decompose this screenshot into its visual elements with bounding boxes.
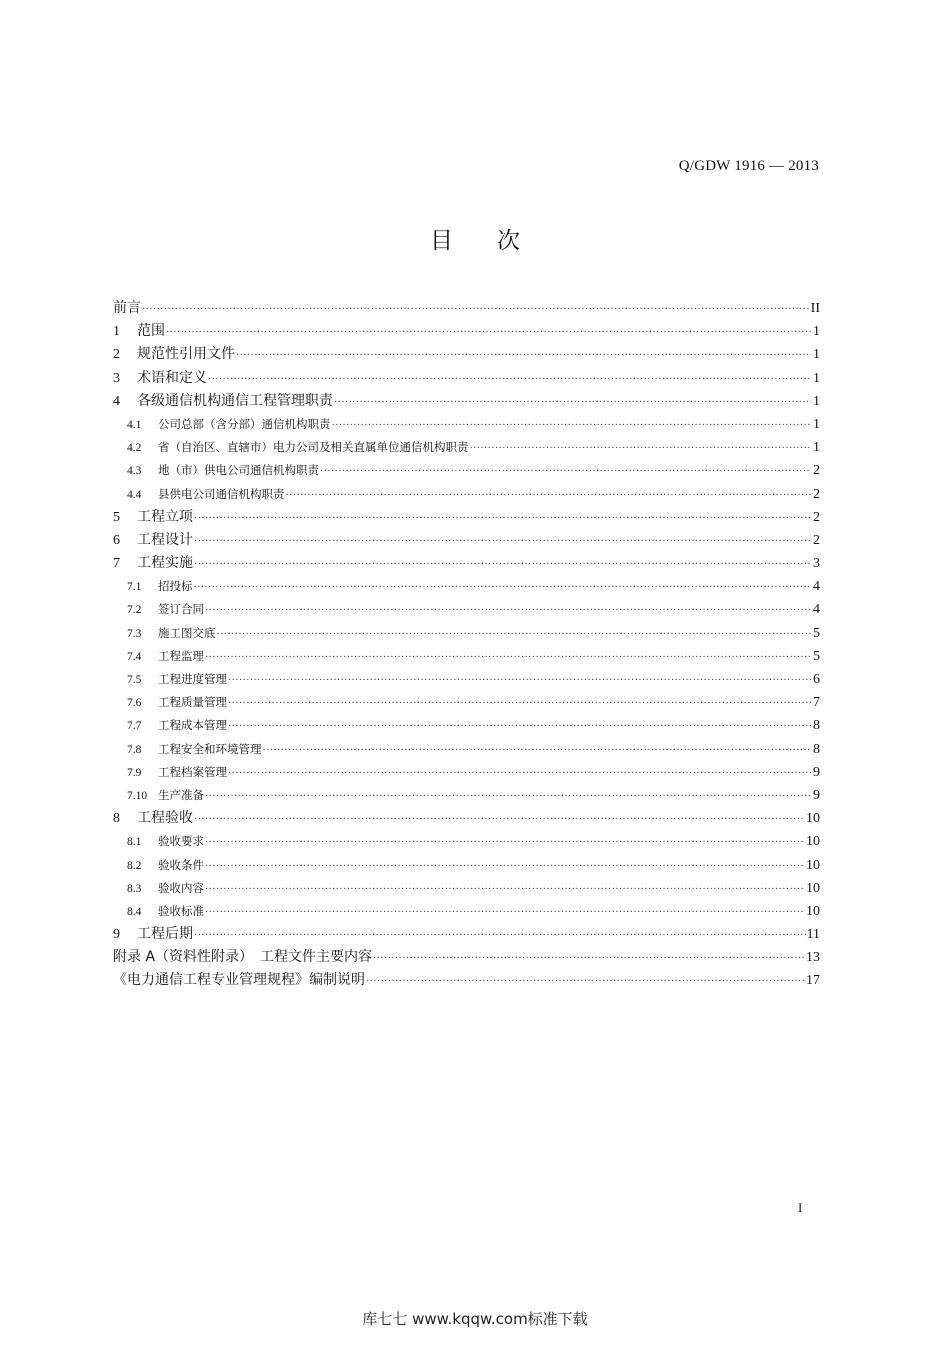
toc-leader-dots	[205, 855, 805, 878]
toc-entry-label: 术语和定义	[137, 369, 207, 386]
toc-entry-label: 工程监理	[158, 648, 204, 663]
toc-leader-dots	[228, 692, 811, 715]
toc-entry-label: 工程进度管理	[158, 672, 227, 686]
toc-entry[interactable]	[113, 691, 820, 714]
table-of-contents	[113, 297, 820, 993]
toc-leader-dots	[194, 924, 806, 947]
toc-entry-label: 验收要求	[158, 834, 204, 849]
toc-entry-number: 8.2	[127, 859, 142, 872]
toc-entry-label: 工程立项	[137, 508, 193, 525]
toc-entry-page: 8	[813, 741, 820, 757]
toc-leader-dots	[194, 808, 805, 831]
toc-entry-number: 3	[113, 370, 120, 386]
toc-entry-number: 4	[113, 393, 120, 409]
toc-entry-number: 8	[113, 811, 120, 827]
toc-entry[interactable]	[113, 784, 820, 807]
toc-entry[interactable]	[113, 622, 820, 645]
toc-entry[interactable]	[113, 552, 820, 575]
toc-entry-number: 7.7	[127, 720, 142, 733]
toc-entry-label: 公司总部（含分部）通信机构职责	[158, 416, 331, 431]
toc-leader-dots	[320, 460, 811, 483]
toc-entry-page: 7	[813, 695, 820, 711]
toc-entry[interactable]	[113, 830, 820, 853]
toc-leader-dots	[228, 762, 811, 785]
toc-entry[interactable]	[113, 738, 820, 761]
toc-leader-dots	[366, 970, 805, 993]
toc-entry-label: 工程验收	[137, 810, 193, 827]
toc-leader-dots	[205, 599, 811, 622]
toc-entry-number: 7.1	[127, 581, 142, 594]
toc-entry[interactable]	[113, 436, 820, 459]
toc-entry-page: 1	[813, 393, 820, 409]
toc-entry[interactable]	[113, 459, 820, 482]
toc-entry-page: 10	[806, 811, 820, 827]
toc-entry-number: 8.3	[127, 882, 142, 895]
toc-leader-dots	[166, 321, 811, 344]
toc-entry[interactable]	[113, 668, 820, 691]
toc-leader-dots	[228, 715, 811, 738]
toc-entry-label: 工程后期	[137, 926, 193, 943]
toc-entry-page: 8	[813, 718, 820, 734]
toc-entry-page: 10	[806, 903, 820, 919]
toc-entry-label: 工程设计	[137, 531, 193, 548]
toc-entry-label: 工程质量管理	[158, 695, 227, 710]
toc-entry[interactable]	[113, 483, 820, 506]
toc-entry-number: 4.2	[127, 442, 142, 455]
toc-entry-number: 7.8	[127, 743, 142, 756]
toc-entry-page: 1	[813, 347, 820, 363]
toc-entry-page: 5	[813, 625, 820, 641]
toc-entry-number: 6	[113, 532, 120, 548]
toc-entry-page: 1	[813, 370, 820, 386]
toc-entry-label: 验收条件	[158, 857, 204, 872]
toc-entry-label: 各级通信机构通信工程管理职责	[137, 392, 333, 409]
toc-entry-number: 9	[113, 927, 120, 943]
toc-entry[interactable]	[113, 969, 820, 992]
toc-leader-dots	[236, 344, 811, 367]
toc-entry-label: 前言	[113, 300, 141, 316]
toc-entry[interactable]	[113, 807, 820, 830]
toc-entry-label: 范围	[137, 323, 165, 340]
toc-entry-label: 工程实施	[137, 555, 193, 572]
toc-entry[interactable]	[113, 714, 820, 737]
toc-entry-page: 3	[813, 556, 820, 572]
toc-entry[interactable]	[113, 390, 820, 413]
toc-entry[interactable]	[113, 297, 820, 320]
toc-entry-number: 8.4	[127, 905, 142, 918]
toc-entry-number: 7.5	[127, 674, 142, 686]
toc-leader-dots	[286, 484, 812, 507]
toc-entry-page: 4	[813, 579, 820, 595]
page-number: I	[798, 1200, 803, 1215]
toc-entry-page: 4	[813, 602, 820, 618]
toc-entry[interactable]	[113, 575, 820, 598]
toc-entry[interactable]	[113, 367, 820, 390]
toc-entry-label: 《电力通信工程专业管理规程》编制说明	[113, 972, 365, 989]
toc-entry[interactable]	[113, 343, 820, 366]
toc-entry[interactable]	[113, 529, 820, 552]
toc-entry-page: 9	[813, 764, 820, 780]
toc-leader-dots	[194, 553, 811, 576]
toc-entry-label: 工程成本管理	[158, 718, 227, 733]
toc-leader-dots	[194, 507, 811, 530]
toc-entry[interactable]	[113, 506, 820, 529]
toc-entry-page: 10	[806, 880, 820, 896]
toc-leader-dots	[332, 414, 812, 437]
footer-watermark: 库七七 www.kqqw.com标准下载	[362, 1310, 588, 1328]
toc-leader-dots	[194, 576, 812, 599]
toc-entry-label: 省（自治区、直辖市）电力公司及相关直属单位通信机构职责	[158, 440, 469, 455]
toc-leader-dots	[205, 785, 811, 808]
toc-leader-dots	[205, 878, 805, 901]
toc-entry-page: 2	[813, 486, 820, 502]
toc-entry-label: 附录 A（资料性附录） 工程文件主要内容	[113, 949, 373, 966]
toc-title	[0, 222, 950, 255]
toc-entry-number: 7.10	[127, 789, 148, 802]
toc-leader-dots	[217, 623, 812, 646]
toc-leader-dots	[373, 947, 805, 970]
toc-leader-dots	[194, 530, 811, 553]
toc-entry-number: 7.6	[127, 697, 142, 710]
toc-entry-page: 5	[813, 648, 820, 664]
toc-entry-label: 验收标准	[158, 903, 204, 918]
toc-entry-label: 生产准备	[158, 787, 204, 802]
toc-entry[interactable]	[113, 923, 820, 946]
toc-entry[interactable]	[113, 946, 820, 969]
toc-leader-dots	[142, 298, 810, 321]
toc-title-char-2: 次	[497, 228, 520, 254]
toc-entry-page: 13	[806, 950, 820, 966]
toc-entry-page: 9	[813, 787, 820, 803]
toc-entry[interactable]	[113, 320, 820, 343]
toc-entry-page: 1	[813, 324, 820, 340]
toc-leader-dots	[470, 437, 812, 460]
toc-entry-page: 2	[813, 509, 820, 525]
toc-entry-number: 4.3	[127, 465, 142, 478]
toc-entry-label: 县供电公司通信机构职责	[158, 486, 285, 501]
toc-entry-label: 验收内容	[158, 880, 204, 895]
toc-entry-label: 施工图交底	[158, 625, 216, 640]
toc-leader-dots	[228, 669, 811, 692]
toc-entry-number: 2	[113, 347, 120, 363]
toc-entry[interactable]	[113, 900, 820, 923]
toc-entry-page: 6	[813, 672, 820, 687]
toc-entry-page: 10	[806, 834, 820, 850]
toc-entry-number: 7.9	[127, 766, 142, 779]
toc-entry-page: 2	[813, 532, 820, 548]
toc-entry-number: 7.3	[127, 627, 142, 640]
toc-entry-number: 8.1	[127, 836, 142, 849]
toc-entry[interactable]	[113, 761, 820, 784]
toc-entry[interactable]	[113, 645, 820, 668]
toc-entry-page: 1	[813, 416, 820, 432]
toc-entry-number: 7.2	[127, 604, 142, 617]
toc-entry[interactable]	[113, 413, 820, 436]
toc-entry-number: 1	[113, 324, 120, 340]
toc-entry-number: 7	[113, 556, 120, 572]
toc-entry-page: 1	[813, 440, 820, 456]
toc-entry-page: 2	[813, 463, 820, 479]
toc-leader-dots	[208, 368, 811, 391]
toc-entry-label: 签订合同	[158, 602, 204, 617]
toc-leader-dots	[263, 739, 812, 762]
toc-entry-number: 7.4	[127, 650, 142, 663]
toc-entry-page: II	[810, 301, 820, 316]
toc-entry[interactable]	[113, 877, 820, 900]
doc-code: Q/GDW 1916 — 2013	[678, 158, 819, 174]
toc-entry-page: 17	[806, 973, 820, 989]
toc-entry-page: 10	[806, 857, 820, 873]
toc-leader-dots	[334, 391, 811, 414]
toc-leader-dots	[205, 646, 811, 669]
toc-entry-number: 4.1	[127, 418, 142, 431]
toc-entry-number: 4.4	[127, 488, 142, 501]
toc-leader-dots	[205, 831, 805, 854]
toc-entry-label: 规范性引用文件	[137, 346, 235, 363]
toc-entry-label: 地（市）供电公司通信机构职责	[158, 463, 319, 478]
toc-entry[interactable]	[113, 854, 820, 877]
toc-entry-label: 工程安全和环境管理	[158, 741, 262, 756]
toc-entry-page: 11	[806, 927, 820, 943]
toc-entry-number: 5	[113, 509, 120, 525]
toc-leader-dots	[205, 901, 805, 924]
toc-entry-label: 工程档案管理	[158, 764, 227, 779]
toc-entry-label: 招投标	[158, 579, 193, 594]
toc-title-char-1: 目	[430, 228, 453, 254]
toc-entry[interactable]	[113, 598, 820, 621]
